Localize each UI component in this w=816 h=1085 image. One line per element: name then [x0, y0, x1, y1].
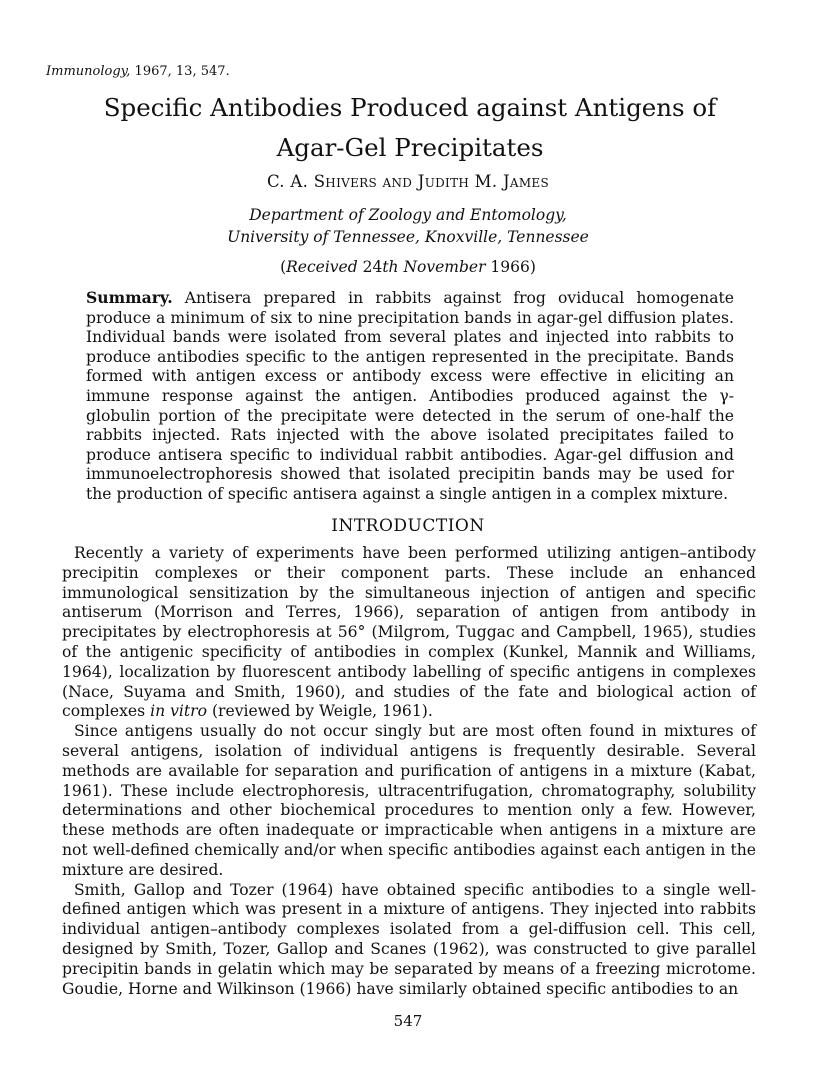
author-list: [0, 172, 816, 191]
title-line-2: Agar-Gel Precipitates: [276, 133, 544, 162]
section-heading-introduction: INTRODUCTION: [331, 516, 485, 536]
author-2-surname: James: [502, 172, 550, 191]
author-2-first: Judith M.: [417, 172, 503, 191]
received-day: 24: [357, 258, 383, 276]
author-1-surname: Shivers: [313, 172, 377, 191]
received-date: [0, 258, 816, 276]
received-year: 1966): [485, 258, 536, 276]
author-1-initials: C. A.: [266, 172, 314, 191]
paragraph-1-part-a: Recently a variety of experiments have been performed utilizing antigen–antibody precipitin complexes or their component parts. These include an enhanced immunological sensitization by the simultaneous injection of antigen and specific antiserum (Morrison and Terres, 1966), separation of antigen from antibody in precipitates by electrophoresis at 56° (Milgrom, Tuggac and Campbell, 1965), studies of the antigenic specificity of antibodies in complex (Kunkel, Mannik and Williams, 1964), localization by fluorescent antibody labelling of specific antigens in complexes (Nace, Suyama and Smith, 1960), and studies of the fate and biological action of complexes: [62, 544, 756, 721]
affiliation-line-2: University of Tennessee, Knoxville, Tennessee: [227, 228, 589, 246]
paragraph-1-italic: in vitro: [150, 702, 207, 721]
received-month: th November: [382, 258, 486, 276]
summary-abstract: [86, 288, 734, 505]
article-title: [60, 88, 760, 168]
affiliation-line-1: Department of Zoology and Entomology,: [249, 206, 567, 224]
received-open: (: [280, 258, 287, 276]
paragraph-1-part-b: (reviewed by Weigle, 1961).: [207, 702, 433, 721]
journal-name: Immunology,: [46, 64, 131, 79]
citation-details: 1967, 13, 547.: [130, 64, 230, 79]
affiliation: [0, 204, 816, 248]
body-text: [62, 544, 756, 999]
paragraph-3: Smith, Gallop and Tozer (1964) have obtained specific antibodies to a single well-defined antigen which was present in a mixture of antigens. They injected into rabbits individual antigen–antibody complexes isolated from a gel-diffusion cell. This cell, designed by Smith, Tozer, Gallop and Scanes (1962), was constructed to give parallel precipitin bands in gelatin which may be separated by means of a freezing microtome. Goudie, Horne and Wilkinson (1966) have similarly obtained specific antibodies to an: [62, 880, 756, 998]
page-number: 547: [393, 1012, 423, 1030]
summary-text: Antisera prepared in rabbits against frog oviducal homogenate produce a minimum of six to nine precipitation bands in agar-gel diffusion plates. Individual bands were isolated from several plates and injected into rabbits to produce antibodies specific to the antigen represented in the precipitate. Bands formed with antigen excess or antibody excess were effective in eliciting an immune response against the antigen. Antibodies produced against the γ-globulin portion of the precipitate were detected in the serum of one-half the rabbits injected. Rats injected with the above isolated precipitates failed to produce antisera specific to individual rabbit antibodies. Agar-gel diffusion and immunoelectrophoresis showed that isolated precipitin bands may be used for the production of specific antisera against a single antigen in a complex mixture.: [86, 289, 734, 503]
author-conjunction: and: [377, 172, 418, 191]
received-label: Received: [286, 258, 358, 276]
paragraph-2: Since antigens usually do not occur singly but are most often found in mixtures of several antigens, isolation of individual antigens is frequently desirable. Several methods are available for separation and purification of antigens in a mixture (Kabat, 1961). These include electrophoresis, ultracentrifugation, chromatography, solubility determinations and other biochemical procedures to mention only a few. However, these methods are often inadequate or impracticable when antigens in a mixture are not well-defined chemically and/or when specific antibodies against each antigen in the mixture are desired.: [62, 722, 756, 879]
journal-citation: [46, 64, 230, 79]
title-line-1: Specific Antibodies Produced against Antigens of: [103, 93, 717, 122]
paragraph-1: [62, 544, 756, 722]
summary-label: Summary.: [86, 288, 173, 307]
